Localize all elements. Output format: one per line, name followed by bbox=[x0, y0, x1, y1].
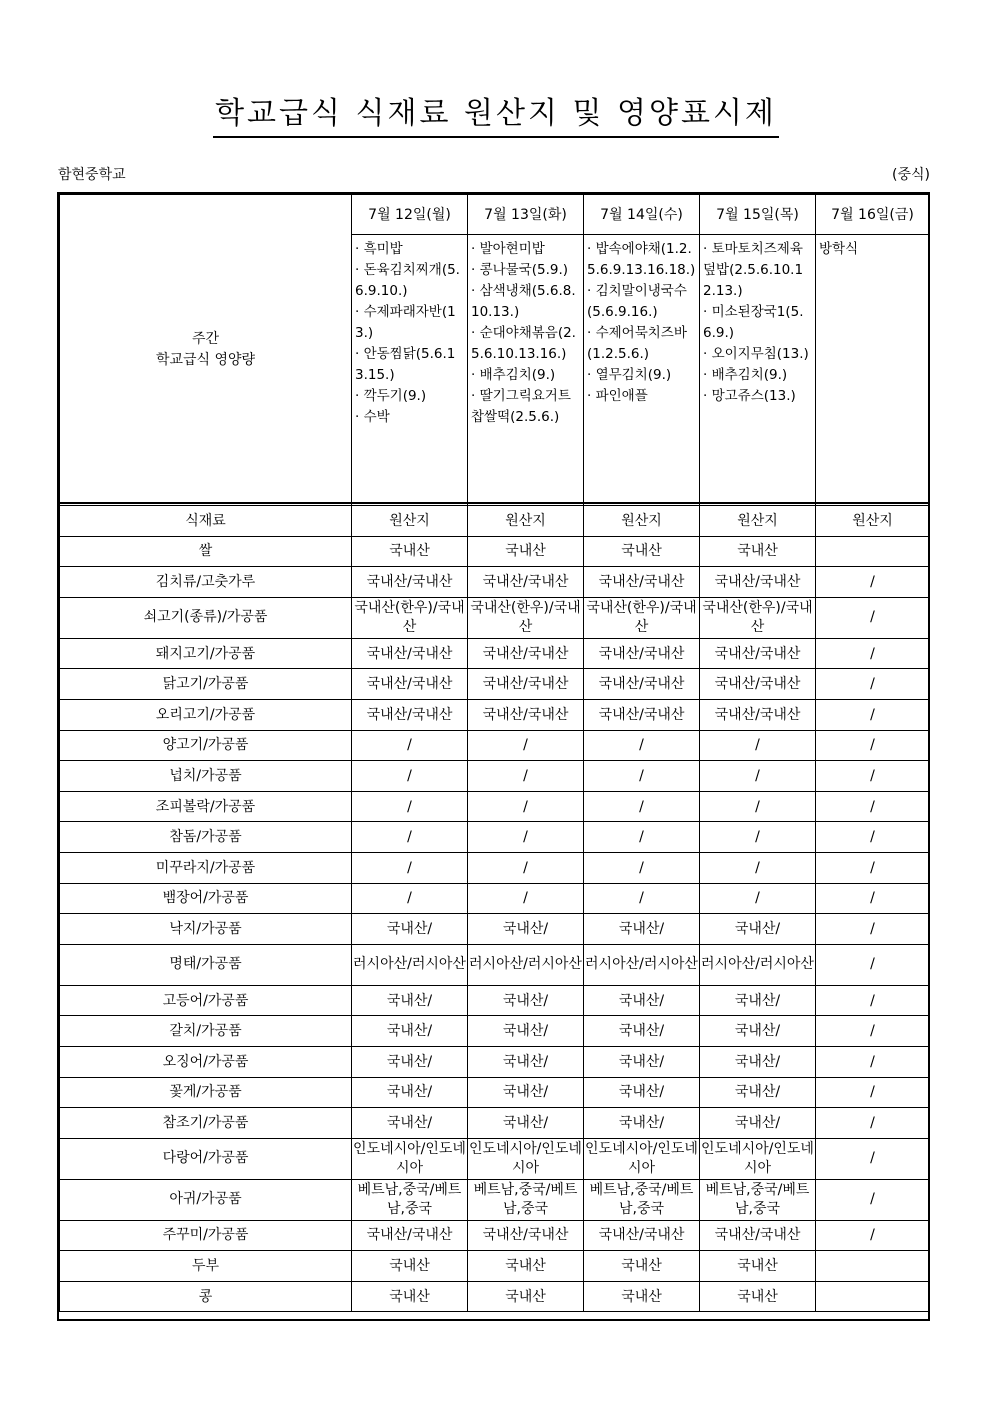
menu-item: · 미소된장국1(5.6.9.) bbox=[703, 304, 804, 341]
origin-value: 국내산/ bbox=[352, 985, 468, 1016]
ingredient-name: 김치류/고춧가루 bbox=[60, 567, 352, 598]
weekly-menu-table bbox=[59, 194, 930, 506]
origin-value: / bbox=[816, 1016, 930, 1047]
menu-date-row bbox=[60, 195, 930, 235]
origin-value: 국내산/ bbox=[352, 1046, 468, 1077]
menu-item: · 순대야채볶음(2.5.6.10.13.16.) bbox=[471, 325, 576, 362]
origin-value: 국내산 bbox=[352, 536, 468, 567]
origin-value: 인도네시아/인도네시아 bbox=[584, 1138, 700, 1179]
menu-item: · 토마토치즈제육덮밥(2.5.6.10.12.13.) bbox=[703, 241, 804, 299]
origin-value: 국내산/ bbox=[468, 1108, 584, 1139]
origin-value: / bbox=[352, 883, 468, 914]
ingredient-name: 넙치/가공품 bbox=[60, 761, 352, 792]
menu-items-wed bbox=[584, 235, 700, 506]
ingredient-name: 미꾸라지/가공품 bbox=[60, 852, 352, 883]
origin-value: 국내산/ bbox=[584, 914, 700, 945]
origin-value: / bbox=[584, 822, 700, 853]
origin-value: 국내산(한우)/국내산 bbox=[468, 597, 584, 638]
origin-value: 국내산/ bbox=[352, 1108, 468, 1139]
origin-value: 국내산/국내산 bbox=[584, 638, 700, 669]
origin-table-body bbox=[60, 506, 930, 1312]
origin-value: / bbox=[584, 761, 700, 792]
origin-row bbox=[60, 669, 930, 700]
origin-value: 국내산/ bbox=[584, 985, 700, 1016]
origin-row bbox=[60, 761, 930, 792]
origin-value: 러시아산/러시아산 bbox=[584, 944, 700, 985]
origin-value: 국내산/국내산 bbox=[468, 567, 584, 598]
origin-row bbox=[60, 567, 930, 598]
origin-value: 국내산/국내산 bbox=[584, 1220, 700, 1251]
ingredient-name: 주꾸미/가공품 bbox=[60, 1220, 352, 1251]
origin-value: 러시아산/러시아산 bbox=[700, 944, 816, 985]
origin-value: 국내산 bbox=[700, 1251, 816, 1282]
origin-value: 베트남,중국/베트남,중국 bbox=[468, 1179, 584, 1220]
origin-header-fri: 원산지 bbox=[816, 506, 930, 537]
document-title-wrap bbox=[0, 88, 992, 138]
origin-value: / bbox=[700, 761, 816, 792]
menu-item: · 수제어묵치즈바(1.2.5.6.) bbox=[587, 325, 687, 362]
origin-value: 국내산 bbox=[468, 1281, 584, 1312]
origin-value: 국내산/ bbox=[584, 1016, 700, 1047]
meal-type: (중식) bbox=[892, 167, 930, 183]
origin-value: 인도네시아/인도네시아 bbox=[352, 1138, 468, 1179]
origin-value: 국내산 bbox=[584, 1251, 700, 1282]
origin-value: / bbox=[584, 883, 700, 914]
menu-item: · 파인애플 bbox=[587, 388, 648, 404]
origin-value: / bbox=[816, 638, 930, 669]
origin-value: / bbox=[584, 730, 700, 761]
origin-row bbox=[60, 638, 930, 669]
origin-value: / bbox=[816, 1077, 930, 1108]
origin-header-wed: 원산지 bbox=[584, 506, 700, 537]
origin-value: 국내산/ bbox=[352, 1077, 468, 1108]
menu-items-mon bbox=[352, 235, 468, 506]
origin-value: / bbox=[352, 852, 468, 883]
origin-value: / bbox=[468, 761, 584, 792]
school-name: 함현중학교 bbox=[58, 167, 126, 183]
menu-row-label bbox=[60, 195, 352, 506]
origin-row bbox=[60, 1077, 930, 1108]
ingredient-name: 참돔/가공품 bbox=[60, 822, 352, 853]
origin-row bbox=[60, 1179, 930, 1220]
ingredient-name: 뱀장어/가공품 bbox=[60, 883, 352, 914]
origin-value: / bbox=[816, 883, 930, 914]
ingredient-name: 두부 bbox=[60, 1251, 352, 1282]
ingredient-name: 쌀 bbox=[60, 536, 352, 567]
origin-row bbox=[60, 536, 930, 567]
origin-value: / bbox=[816, 730, 930, 761]
menu-item: · 딸기그릭요거트찹쌀떡(2.5.6.) bbox=[471, 388, 571, 425]
menu-item: · 배추김치(9.) bbox=[471, 367, 556, 383]
origin-value: 국내산/국내산 bbox=[700, 567, 816, 598]
menu-row-label-line2: 학교급식 영양량 bbox=[155, 352, 256, 368]
origin-value: 국내산/국내산 bbox=[468, 699, 584, 730]
origin-value: 국내산 bbox=[468, 1251, 584, 1282]
origin-value: / bbox=[816, 852, 930, 883]
origin-value: / bbox=[816, 699, 930, 730]
origin-value: 국내산 bbox=[584, 536, 700, 567]
origin-header-row bbox=[60, 506, 930, 537]
origin-value: / bbox=[816, 567, 930, 598]
origin-value: 국내산/ bbox=[468, 1016, 584, 1047]
ingredient-name: 다랑어/가공품 bbox=[60, 1138, 352, 1179]
origin-value: 국내산/국내산 bbox=[352, 638, 468, 669]
origin-row bbox=[60, 1251, 930, 1282]
section-divider bbox=[59, 502, 929, 504]
ingredient-name: 닭고기/가공품 bbox=[60, 669, 352, 700]
origin-value: / bbox=[816, 1138, 930, 1179]
menu-item: · 흑미밥 bbox=[355, 241, 403, 257]
origin-value: / bbox=[816, 985, 930, 1016]
menu-item: · 김치말이냉국수(5.6.9.16.) bbox=[587, 283, 687, 320]
origin-value: / bbox=[700, 822, 816, 853]
origin-value: 국내산/ bbox=[700, 914, 816, 945]
menu-item: · 깍두기(9.) bbox=[355, 388, 427, 404]
origin-value: / bbox=[584, 791, 700, 822]
origin-value: / bbox=[816, 914, 930, 945]
origin-value: 국내산/ bbox=[584, 1046, 700, 1077]
menu-item: · 수제파래자반(13.) bbox=[355, 304, 456, 341]
origin-row bbox=[60, 730, 930, 761]
origin-value: / bbox=[468, 822, 584, 853]
origin-value: 베트남,중국/베트남,중국 bbox=[700, 1179, 816, 1220]
origin-value: 국내산/국내산 bbox=[352, 1220, 468, 1251]
origin-value: / bbox=[816, 791, 930, 822]
origin-value: 국내산/ bbox=[468, 1046, 584, 1077]
menu-date-tue: 7월 13일(화) bbox=[468, 195, 584, 235]
origin-value: 국내산 bbox=[352, 1251, 468, 1282]
menu-items-tue bbox=[468, 235, 584, 506]
origin-value: 국내산/국내산 bbox=[700, 638, 816, 669]
origin-value: 국내산/국내산 bbox=[700, 669, 816, 700]
menu-row-label-line1: 주간 bbox=[191, 331, 220, 347]
origin-header-thu: 원산지 bbox=[700, 506, 816, 537]
origin-value: 국내산/ bbox=[352, 1016, 468, 1047]
origin-value: 국내산/국내산 bbox=[352, 699, 468, 730]
origin-value: 국내산/ bbox=[700, 1046, 816, 1077]
document-title: 학교급식 식재료 원산지 및 영양표시제 bbox=[213, 88, 779, 138]
origin-value: / bbox=[816, 1046, 930, 1077]
origin-value bbox=[816, 1251, 930, 1282]
origin-value: 국내산/ bbox=[700, 985, 816, 1016]
origin-value: 국내산(한우)/국내산 bbox=[584, 597, 700, 638]
menu-item: · 수박 bbox=[355, 409, 390, 425]
origin-value: 베트남,중국/베트남,중국 bbox=[352, 1179, 468, 1220]
menu-item: 방학식 bbox=[819, 241, 859, 257]
origin-value: 국내산/ bbox=[468, 914, 584, 945]
menu-items-thu bbox=[700, 235, 816, 506]
origin-value: / bbox=[816, 1220, 930, 1251]
origin-value: / bbox=[816, 669, 930, 700]
origin-value: / bbox=[700, 883, 816, 914]
ingredient-name: 오리고기/가공품 bbox=[60, 699, 352, 730]
origin-header-tue: 원산지 bbox=[468, 506, 584, 537]
origin-value: / bbox=[468, 852, 584, 883]
ingredient-name: 오징어/가공품 bbox=[60, 1046, 352, 1077]
origin-value: / bbox=[468, 883, 584, 914]
origin-value: / bbox=[468, 730, 584, 761]
origin-value: 국내산 bbox=[700, 536, 816, 567]
origin-value: 국내산 bbox=[584, 1281, 700, 1312]
ingredient-origin-table bbox=[59, 505, 930, 1312]
origin-value: / bbox=[700, 791, 816, 822]
ingredient-name: 조피볼락/가공품 bbox=[60, 791, 352, 822]
menu-item: · 콩나물국(5.9.) bbox=[471, 262, 569, 278]
origin-value: 국내산 bbox=[700, 1281, 816, 1312]
origin-row bbox=[60, 1220, 930, 1251]
origin-row bbox=[60, 1281, 930, 1312]
origin-row bbox=[60, 791, 930, 822]
origin-row bbox=[60, 1046, 930, 1077]
origin-value: 국내산/국내산 bbox=[584, 669, 700, 700]
origin-row bbox=[60, 699, 930, 730]
origin-row bbox=[60, 1016, 930, 1047]
origin-value: / bbox=[816, 1179, 930, 1220]
origin-value: 베트남,중국/베트남,중국 bbox=[584, 1179, 700, 1220]
origin-value: 국내산/ bbox=[468, 985, 584, 1016]
origin-header-mon: 원산지 bbox=[352, 506, 468, 537]
origin-value: 국내산/국내산 bbox=[352, 669, 468, 700]
origin-value: 국내산/국내산 bbox=[584, 567, 700, 598]
origin-value: 국내산/ bbox=[468, 1077, 584, 1108]
origin-value: 국내산/ bbox=[584, 1108, 700, 1139]
ingredient-name: 돼지고기/가공품 bbox=[60, 638, 352, 669]
origin-value: 국내산/국내산 bbox=[468, 638, 584, 669]
menu-item: · 열무김치(9.) bbox=[587, 367, 672, 383]
ingredient-name: 쇠고기(종류)/가공품 bbox=[60, 597, 352, 638]
ingredient-name: 콩 bbox=[60, 1281, 352, 1312]
menu-item: · 망고쥬스(13.) bbox=[703, 388, 796, 404]
menu-date-fri: 7월 16일(금) bbox=[816, 195, 930, 235]
menu-date-wed: 7월 14일(수) bbox=[584, 195, 700, 235]
origin-row bbox=[60, 985, 930, 1016]
origin-value: / bbox=[816, 822, 930, 853]
origin-row bbox=[60, 822, 930, 853]
ingredient-name: 꽃게/가공품 bbox=[60, 1077, 352, 1108]
origin-value: 국내산/ bbox=[352, 914, 468, 945]
origin-value: 러시아산/러시아산 bbox=[468, 944, 584, 985]
origin-value: 국내산/국내산 bbox=[352, 567, 468, 598]
menu-items-fri bbox=[816, 235, 930, 506]
ingredient-name: 명태/가공품 bbox=[60, 944, 352, 985]
origin-row bbox=[60, 914, 930, 945]
origin-value: 러시아산/러시아산 bbox=[352, 944, 468, 985]
menu-item: · 밥속에야채(1.2.5.6.9.13.16.18.) bbox=[587, 241, 696, 278]
origin-value: 국내산/ bbox=[700, 1077, 816, 1108]
origin-value: / bbox=[816, 1108, 930, 1139]
menu-item: · 오이지무침(13.) bbox=[703, 346, 809, 362]
origin-value: / bbox=[700, 852, 816, 883]
origin-value bbox=[816, 536, 930, 567]
origin-value: / bbox=[352, 791, 468, 822]
origin-value bbox=[816, 1281, 930, 1312]
origin-value: / bbox=[352, 761, 468, 792]
menu-date-thu: 7월 15일(목) bbox=[700, 195, 816, 235]
origin-value: / bbox=[816, 761, 930, 792]
origin-value: 국내산/ bbox=[584, 1077, 700, 1108]
origin-value: / bbox=[700, 730, 816, 761]
origin-value: 국내산(한우)/국내산 bbox=[700, 597, 816, 638]
origin-value: 인도네시아/인도네시아 bbox=[468, 1138, 584, 1179]
origin-value: 국내산/국내산 bbox=[468, 669, 584, 700]
origin-value: / bbox=[816, 597, 930, 638]
origin-value: 국내산 bbox=[352, 1281, 468, 1312]
origin-value: / bbox=[352, 730, 468, 761]
ingredient-name: 참조기/가공품 bbox=[60, 1108, 352, 1139]
origin-value: / bbox=[816, 944, 930, 985]
menu-item: · 배추김치(9.) bbox=[703, 367, 788, 383]
origin-value: 인도네시아/인도네시아 bbox=[700, 1138, 816, 1179]
origin-value: 국내산/국내산 bbox=[700, 1220, 816, 1251]
origin-row bbox=[60, 883, 930, 914]
ingredient-name: 양고기/가공품 bbox=[60, 730, 352, 761]
ingredient-name: 낙지/가공품 bbox=[60, 914, 352, 945]
origin-header-ingredient: 식재료 bbox=[60, 506, 352, 537]
ingredient-name: 아귀/가공품 bbox=[60, 1179, 352, 1220]
origin-row bbox=[60, 597, 930, 638]
ingredient-name: 고등어/가공품 bbox=[60, 985, 352, 1016]
origin-row bbox=[60, 1138, 930, 1179]
origin-row bbox=[60, 944, 930, 985]
origin-value: 국내산 bbox=[468, 536, 584, 567]
menu-item: · 삼색냉채(5.6.8.10.13.) bbox=[471, 283, 576, 320]
origin-value: 국내산/ bbox=[700, 1016, 816, 1047]
origin-value: / bbox=[352, 822, 468, 853]
menu-date-mon: 7월 12일(월) bbox=[352, 195, 468, 235]
origin-row bbox=[60, 852, 930, 883]
origin-value: 국내산/국내산 bbox=[700, 699, 816, 730]
origin-value: 국내산/국내산 bbox=[468, 1220, 584, 1251]
origin-value: / bbox=[468, 791, 584, 822]
origin-value: 국내산(한우)/국내산 bbox=[352, 597, 468, 638]
origin-value: 국내산/ bbox=[700, 1108, 816, 1139]
origin-value: / bbox=[584, 852, 700, 883]
origin-value: 국내산/국내산 bbox=[584, 699, 700, 730]
ingredient-name: 갈치/가공품 bbox=[60, 1016, 352, 1047]
origin-row bbox=[60, 1108, 930, 1139]
menu-item: · 안동찜닭(5.6.13.15.) bbox=[355, 346, 456, 383]
menu-item: · 발아현미밥 bbox=[471, 241, 545, 257]
menu-item: · 돈육김치찌개(5.6.9.10.) bbox=[355, 262, 460, 299]
